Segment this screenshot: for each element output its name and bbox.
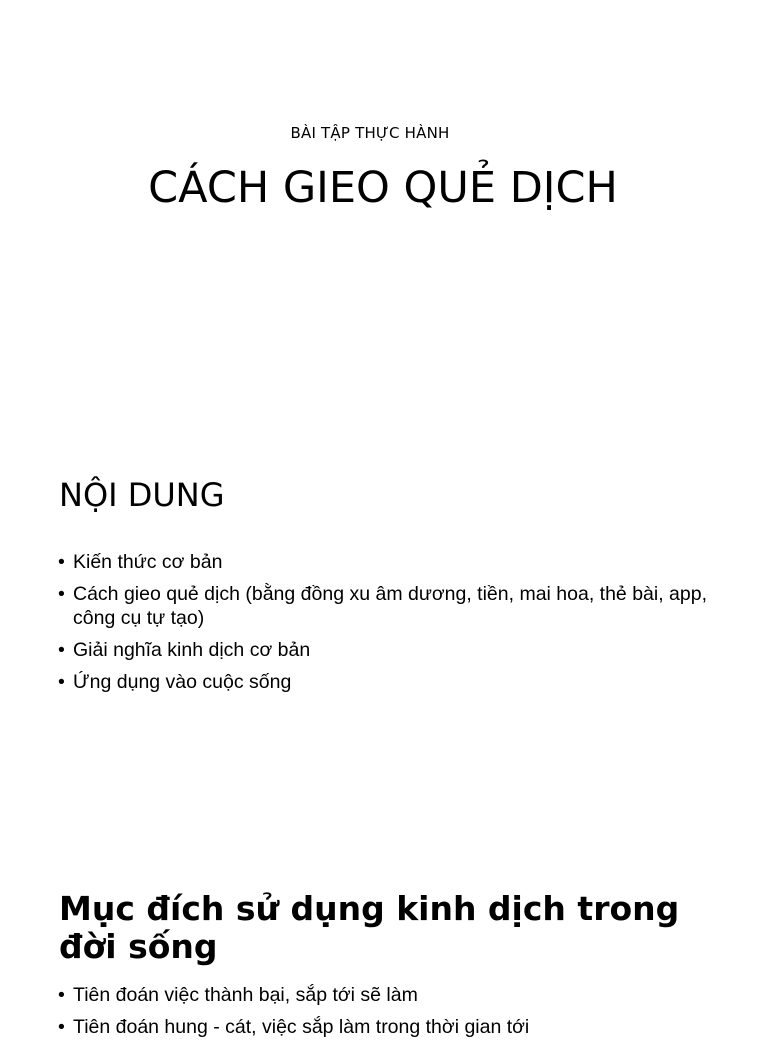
list-item: • Tiên đoán việc thành bại, sắp tới sẽ làm [58, 983, 738, 1007]
list-item: • Tiên đoán hung - cát, việc sắp làm trong thời gian tới [58, 1015, 738, 1039]
content-bullet-list [58, 550, 738, 702]
list-item: • Cách gieo quẻ dịch (bằng đồng xu âm dương, tiền, mai hoa, thẻ bài, app, công cụ tự tạo) [58, 582, 738, 630]
list-item: • Kiến thức cơ bản [58, 550, 738, 574]
slide-title: CÁCH GIEO QUẺ DỊCH [148, 163, 618, 213]
slide-subtitle: BÀI TẬP THỰC HÀNH [290, 124, 450, 142]
section-heading-noi-dung: NỘI DUNG [59, 476, 225, 514]
section-heading-muc-dich: Mục đích sử dụng kinh dịch trong đời sống [59, 889, 680, 966]
list-item: • Giải nghĩa kinh dịch cơ bản [58, 638, 738, 662]
purpose-bullet-list [58, 983, 738, 1047]
list-item: • Ứng dụng vào cuộc sống [58, 670, 738, 694]
